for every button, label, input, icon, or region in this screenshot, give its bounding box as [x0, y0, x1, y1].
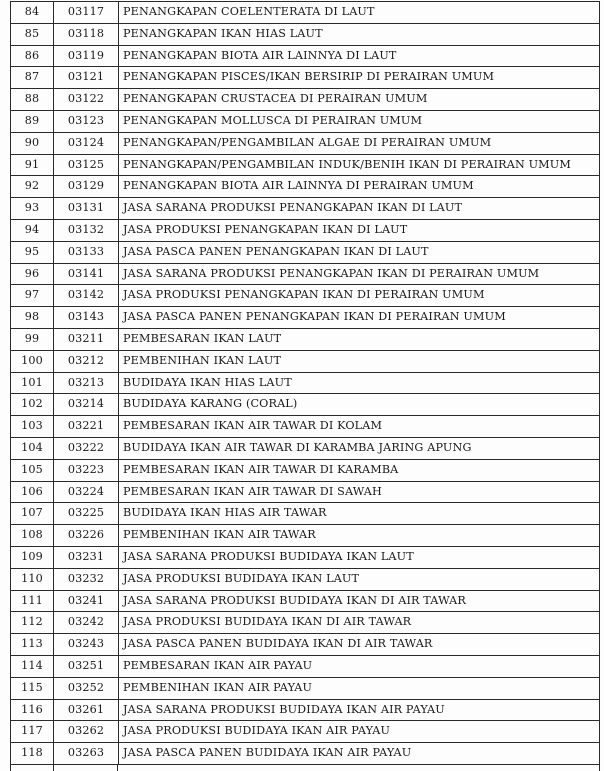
- description-cell: PEMBESARAN IKAN AIR PAYAU: [119, 655, 600, 677]
- table-row: [11, 110, 600, 132]
- kbli-code-cell: 03221: [54, 416, 119, 438]
- row-number-cell: 107: [11, 503, 54, 525]
- kbli-code-cell: 03251: [54, 655, 119, 677]
- kbli-code-cell: 03119: [54, 45, 119, 67]
- description-cell: PENANGKAPAN/PENGAMBILAN ALGAE DI PERAIRAN UMUM: [119, 132, 600, 154]
- table-row: [11, 634, 600, 656]
- description-cell: JASA PASCA PANEN PENANGKAPAN IKAN DI PERAIRAN UMUM: [119, 307, 600, 329]
- kbli-code-cell: 03212: [54, 350, 119, 372]
- table-row: [11, 546, 600, 568]
- description-cell: JASA PRODUKSI BUDIDAYA IKAN LAUT: [119, 568, 600, 590]
- row-number-cell: 102: [11, 394, 54, 416]
- kbli-code-cell: 03141: [54, 263, 119, 285]
- row-number-cell: 106: [11, 481, 54, 503]
- table-row: [11, 612, 600, 634]
- row-number-cell: 112: [11, 612, 54, 634]
- description-cell: PENANGKAPAN BIOTA AIR LAINNYA DI LAUT: [119, 45, 600, 67]
- description-cell: JASA PASCA PANEN PENANGKAPAN IKAN DI LAUT: [119, 241, 600, 263]
- row-number-cell: 100: [11, 350, 54, 372]
- row-number-cell: 114: [11, 655, 54, 677]
- table-row: [11, 481, 600, 503]
- table-row: [11, 45, 600, 67]
- kbli-code-cell: 03122: [54, 89, 119, 111]
- table-row: [11, 285, 600, 307]
- description-cell: PENANGKAPAN MOLLUSCA DI PERAIRAN UMUM: [119, 110, 600, 132]
- kbli-code-cell: 03231: [54, 546, 119, 568]
- kbli-code-cell: 03129: [54, 176, 119, 198]
- kbli-code-cell: 03232: [54, 568, 119, 590]
- row-number-cell: 111: [11, 590, 54, 612]
- row-number-cell: 99: [11, 328, 54, 350]
- row-number-cell: 84: [11, 2, 54, 24]
- description-cell: BUDIDAYA IKAN AIR TAWAR DI KARAMBA JARING APUNG: [119, 437, 600, 459]
- table-row: [11, 459, 600, 481]
- row-number-cell: 98: [11, 307, 54, 329]
- row-number-cell: 105: [11, 459, 54, 481]
- kbli-table: [10, 1, 600, 765]
- description-cell: JASA PRODUKSI BUDIDAYA IKAN DI AIR TAWAR: [119, 612, 600, 634]
- row-number-cell: 93: [11, 198, 54, 220]
- table-row: [11, 198, 600, 220]
- description-cell: PENANGKAPAN COELENTERATA DI LAUT: [119, 2, 600, 24]
- description-cell: PENANGKAPAN IKAN HIAS LAUT: [119, 23, 600, 45]
- description-cell: BUDIDAYA IKAN HIAS LAUT: [119, 372, 600, 394]
- description-cell: JASA SARANA PRODUKSI PENANGKAPAN IKAN DI PERAIRAN UMUM: [119, 263, 600, 285]
- kbli-code-cell: 03223: [54, 459, 119, 481]
- kbli-code-cell: 03117: [54, 2, 119, 24]
- kbli-code-cell: 03123: [54, 110, 119, 132]
- kbli-code-cell: 03125: [54, 154, 119, 176]
- description-cell: PEMBESARAN IKAN AIR TAWAR DI KOLAM: [119, 416, 600, 438]
- row-number-cell: 94: [11, 219, 54, 241]
- kbli-code-cell: 03226: [54, 525, 119, 547]
- description-cell: JASA SARANA PRODUKSI BUDIDAYA IKAN DI AIR TAWAR: [119, 590, 600, 612]
- row-number-cell: 104: [11, 437, 54, 459]
- kbli-code-cell: 03252: [54, 677, 119, 699]
- row-number-cell: 117: [11, 721, 54, 743]
- table-row: [11, 416, 600, 438]
- table-row: [11, 350, 600, 372]
- row-number-cell: 108: [11, 525, 54, 547]
- table-row: [11, 67, 600, 89]
- table-row: [11, 655, 600, 677]
- kbli-code-cell: 03241: [54, 590, 119, 612]
- kbli-code-cell: 03222: [54, 437, 119, 459]
- kbli-code-cell: 03224: [54, 481, 119, 503]
- kbli-code-cell: 03121: [54, 67, 119, 89]
- table-row: [11, 328, 600, 350]
- table-row: [11, 2, 600, 24]
- table-row: [11, 89, 600, 111]
- kbli-code-cell: 03262: [54, 721, 119, 743]
- kbli-code-cell: 03142: [54, 285, 119, 307]
- table-row: [11, 394, 600, 416]
- row-number-cell: 101: [11, 372, 54, 394]
- table-row: [11, 241, 600, 263]
- row-number-cell: 96: [11, 263, 54, 285]
- description-cell: PEMBESARAN IKAN AIR TAWAR DI KARAMBA: [119, 459, 600, 481]
- description-cell: PEMBESARAN IKAN LAUT: [119, 328, 600, 350]
- description-cell: JASA PRODUKSI BUDIDAYA IKAN AIR PAYAU: [119, 721, 600, 743]
- kbli-code-cell: 03213: [54, 372, 119, 394]
- table-row: [11, 568, 600, 590]
- description-cell: JASA PASCA PANEN BUDIDAYA IKAN AIR PAYAU: [119, 743, 600, 765]
- description-cell: PEMBENIHAN IKAN AIR PAYAU: [119, 677, 600, 699]
- kbli-code-cell: 03263: [54, 743, 119, 765]
- description-cell: JASA PASCA PANEN BUDIDAYA IKAN DI AIR TAWAR: [119, 634, 600, 656]
- row-number-cell: 97: [11, 285, 54, 307]
- row-number-cell: 91: [11, 154, 54, 176]
- row-number-cell: 116: [11, 699, 54, 721]
- kbli-code-cell: 03131: [54, 198, 119, 220]
- table-row: [11, 372, 600, 394]
- kbli-code-cell: 03242: [54, 612, 119, 634]
- description-cell: JASA SARANA PRODUKSI BUDIDAYA IKAN AIR PAYAU: [119, 699, 600, 721]
- row-number-cell: 89: [11, 110, 54, 132]
- description-cell: JASA PRODUKSI PENANGKAPAN IKAN DI PERAIRAN UMUM: [119, 285, 600, 307]
- row-number-cell: 92: [11, 176, 54, 198]
- description-cell: PENANGKAPAN/PENGAMBILAN INDUK/BENIH IKAN DI PERAIRAN UMUM: [119, 154, 600, 176]
- row-number-cell: 85: [11, 23, 54, 45]
- table-row: [11, 154, 600, 176]
- row-number-cell: 87: [11, 67, 54, 89]
- row-number-cell: 113: [11, 634, 54, 656]
- kbli-code-cell: 03243: [54, 634, 119, 656]
- kbli-code-cell: 03261: [54, 699, 119, 721]
- table-row: [11, 525, 600, 547]
- description-cell: JASA SARANA PRODUKSI BUDIDAYA IKAN LAUT: [119, 546, 600, 568]
- row-number-cell: 90: [11, 132, 54, 154]
- description-cell: JASA SARANA PRODUKSI PENANGKAPAN IKAN DI LAUT: [119, 198, 600, 220]
- description-cell: PEMBENIHAN IKAN AIR TAWAR: [119, 525, 600, 547]
- table-row: [11, 677, 600, 699]
- next-row-edge: [10, 765, 600, 771]
- row-number-cell: 115: [11, 677, 54, 699]
- description-cell: PENANGKAPAN PISCES/IKAN BERSIRIP DI PERAIRAN UMUM: [119, 67, 600, 89]
- row-number-cell: 103: [11, 416, 54, 438]
- kbli-code-cell: 03124: [54, 132, 119, 154]
- table-row: [11, 437, 600, 459]
- description-cell: PEMBENIHAN IKAN LAUT: [119, 350, 600, 372]
- description-cell: PEMBESARAN IKAN AIR TAWAR DI SAWAH: [119, 481, 600, 503]
- description-cell: BUDIDAYA IKAN HIAS AIR TAWAR: [119, 503, 600, 525]
- kbli-code-cell: 03211: [54, 328, 119, 350]
- row-number-cell: 110: [11, 568, 54, 590]
- kbli-code-cell: 03143: [54, 307, 119, 329]
- row-number-cell: 86: [11, 45, 54, 67]
- table-row: [11, 590, 600, 612]
- table-row: [11, 23, 600, 45]
- kbli-code-cell: 03225: [54, 503, 119, 525]
- kbli-code-cell: 03214: [54, 394, 119, 416]
- table-row: [11, 307, 600, 329]
- description-cell: JASA PRODUKSI PENANGKAPAN IKAN DI LAUT: [119, 219, 600, 241]
- table-row: [11, 176, 600, 198]
- description-cell: PENANGKAPAN BIOTA AIR LAINNYA DI PERAIRAN UMUM: [119, 176, 600, 198]
- table-row: [11, 743, 600, 765]
- table-row: [11, 219, 600, 241]
- table-row: [11, 263, 600, 285]
- row-number-cell: 118: [11, 743, 54, 765]
- kbli-code-cell: 03118: [54, 23, 119, 45]
- table-row: [11, 721, 600, 743]
- row-number-cell: 88: [11, 89, 54, 111]
- row-number-cell: 95: [11, 241, 54, 263]
- kbli-code-cell: 03133: [54, 241, 119, 263]
- kbli-code-cell: 03132: [54, 219, 119, 241]
- row-number-cell: 109: [11, 546, 54, 568]
- kbli-table-body: [11, 2, 600, 765]
- table-row: [11, 132, 600, 154]
- description-cell: BUDIDAYA KARANG (CORAL): [119, 394, 600, 416]
- table-row: [11, 503, 600, 525]
- table-row: [11, 699, 600, 721]
- description-cell: PENANGKAPAN CRUSTACEA DI PERAIRAN UMUM: [119, 89, 600, 111]
